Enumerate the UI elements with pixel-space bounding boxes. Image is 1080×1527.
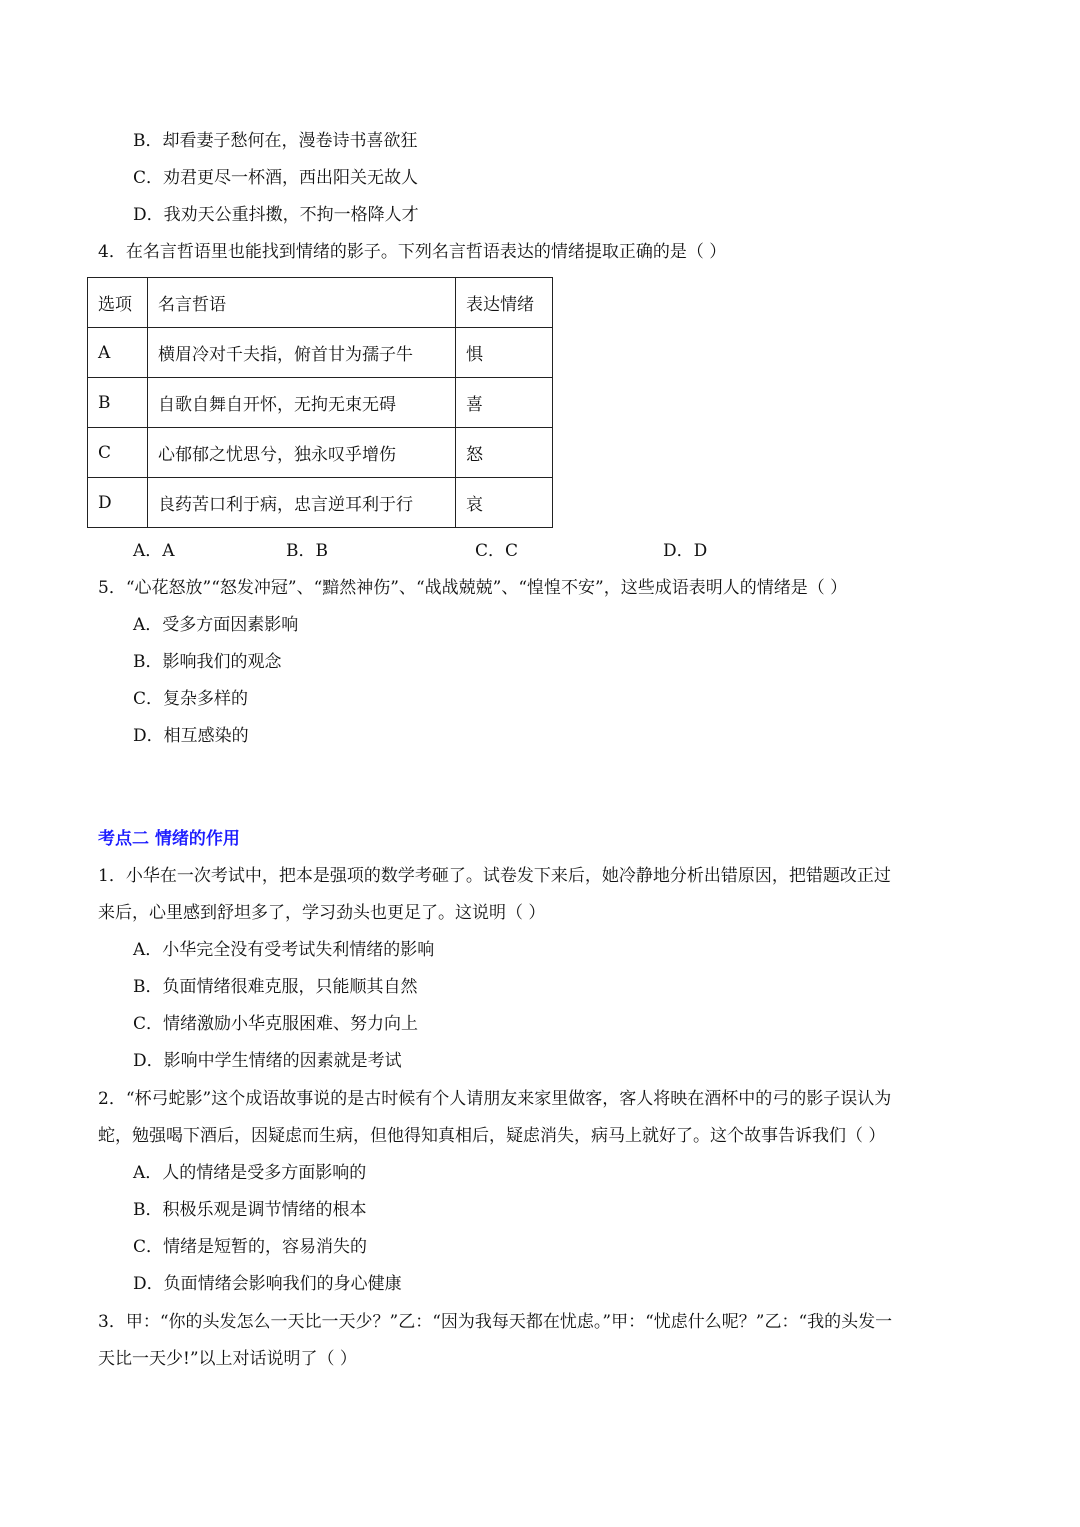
option-c: C．复杂多样的 bbox=[133, 689, 249, 709]
question-5-stem: 5．“心花怒放”“怒发冲冠”、“黯然神伤”、“战战兢兢”、“惶惶不安”，这些成语表明人的情绪是（ ） bbox=[98, 578, 848, 598]
section2-q2-stem-line2: 蛇，勉强喝下酒后，因疑虑而生病，但他得知真相后，疑虑消失，病马上就好了。这个故事告诉我们（ ） bbox=[98, 1126, 886, 1146]
section2-q1-stem-line1: 1．小华在一次考试中，把本是强项的数学考砸了。试卷发下来后，她冷静地分析出错原因，把错题改正过 bbox=[98, 866, 891, 886]
table-header: 选项 bbox=[88, 278, 148, 328]
option-c: C．情绪激励小华克服困难、努力向上 bbox=[133, 1014, 419, 1034]
option-d: D．我劝天公重抖擞，不拘一格降人才 bbox=[133, 205, 419, 225]
option-b: B．却看妻子愁何在，漫卷诗书喜欲狂 bbox=[133, 131, 418, 151]
option-d: D．影响中学生情绪的因素就是考试 bbox=[133, 1051, 402, 1071]
option-c: C．劝君更尽一杯酒，西出阳关无故人 bbox=[133, 168, 419, 188]
section-heading: 考点二 情绪的作用 bbox=[98, 829, 240, 849]
table-cell: D bbox=[88, 478, 148, 528]
table-header: 名言哲语 bbox=[148, 278, 456, 328]
question-4-stem: 4．在名言哲语里也能找到情绪的影子。下列名言哲语表达的情绪提取正确的是（ ） bbox=[98, 242, 727, 262]
quote-emotion-table bbox=[87, 277, 553, 528]
table-cell: 惧 bbox=[456, 328, 553, 378]
section2-q1-stem-line2: 来后，心里感到舒坦多了，学习劲头也更足了。这说明（ ） bbox=[98, 903, 546, 923]
option-b: B．负面情绪很难克服，只能顺其自然 bbox=[133, 977, 418, 997]
table-cell: 自歌自舞自开怀，无拘无束无碍 bbox=[148, 378, 456, 428]
table-cell: B bbox=[88, 378, 148, 428]
table-row bbox=[88, 478, 553, 528]
option-a: A．人的情绪是受多方面影响的 bbox=[133, 1163, 367, 1183]
option-a: A．受多方面因素影响 bbox=[133, 615, 299, 635]
table-cell: 喜 bbox=[456, 378, 553, 428]
table-row bbox=[88, 328, 553, 378]
table-cell: 良药苦口利于病，忠言逆耳利于行 bbox=[148, 478, 456, 528]
option-b: B．积极乐观是调节情绪的根本 bbox=[133, 1200, 367, 1220]
option-b: B．影响我们的观念 bbox=[133, 652, 282, 672]
table-cell: C bbox=[88, 428, 148, 478]
section2-q2-stem-line1: 2．“杯弓蛇影”这个成语故事说的是古时候有个人请朋友来家里做客，客人将映在酒杯中的弓的影子误认为 bbox=[98, 1089, 892, 1109]
table-cell: A bbox=[88, 328, 148, 378]
option-a: A．小华完全没有受考试失利情绪的影响 bbox=[133, 940, 435, 960]
table-cell: 横眉冷对千夫指，俯首甘为孺子牛 bbox=[148, 328, 456, 378]
table-cell: 怒 bbox=[456, 428, 553, 478]
table-header: 表达情绪 bbox=[456, 278, 553, 328]
table-header-row bbox=[88, 278, 553, 328]
option-c: C．情绪是短暂的，容易消失的 bbox=[133, 1237, 368, 1257]
answer-option-a: A．A bbox=[133, 541, 175, 561]
table-row bbox=[88, 428, 553, 478]
table-row bbox=[88, 378, 553, 428]
option-d: D．负面情绪会影响我们的身心健康 bbox=[133, 1274, 402, 1294]
answer-option-c: C．C bbox=[475, 541, 519, 561]
option-d: D．相互感染的 bbox=[133, 726, 249, 746]
answer-option-d: D．D bbox=[663, 541, 708, 561]
section2-q3-stem-line1: 3．甲：“你的头发怎么一天比一天少？”乙：“因为我每天都在忧虑。”甲：“忧虑什么呢？”乙：“我的头发一 bbox=[98, 1312, 893, 1332]
table-cell: 心郁郁之忧思兮，独永叹乎增伤 bbox=[148, 428, 456, 478]
table-cell: 哀 bbox=[456, 478, 553, 528]
section2-q3-stem-line2: 天比一天少!”以上对话说明了（ ） bbox=[98, 1349, 357, 1369]
answer-option-b: B．B bbox=[286, 541, 328, 561]
